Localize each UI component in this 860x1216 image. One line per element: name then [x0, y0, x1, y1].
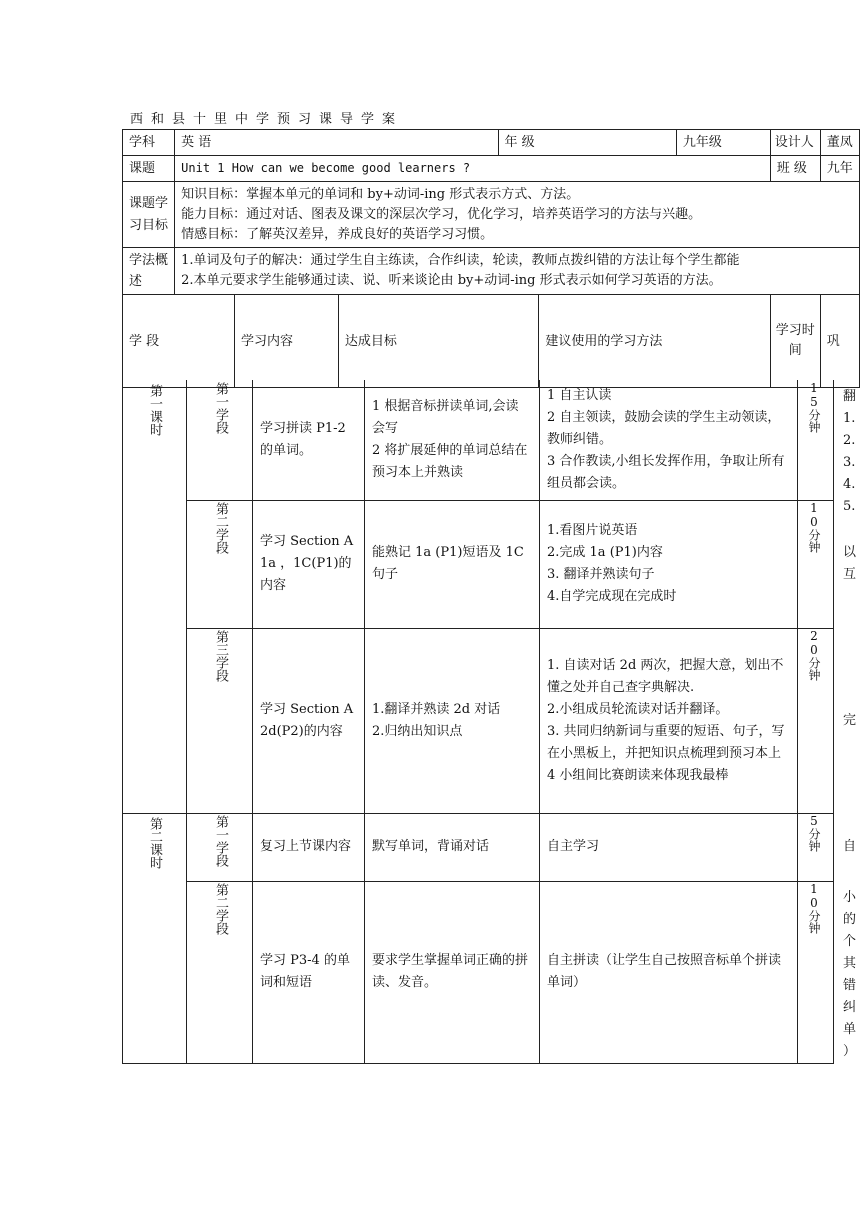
method-line: 自主拼读（让学生自己按照音标单个拼读单词） [547, 953, 782, 990]
method-label: 学法概述 [123, 248, 175, 295]
method-line: 自主学习 [547, 839, 600, 854]
method-line: 2.完成 1a (P1)内容 [547, 545, 663, 560]
method-line: 4.自学完成现在完成时 [547, 589, 677, 604]
method-line-2: 2.本单元要求学生能够通过读、说、听来谈论由 by+动词-ing 形式表示如何学习英语的方法。 [181, 273, 722, 288]
method-line: 1.看图片说英语 [547, 523, 638, 538]
goal-emotion: 情感目标：了解英汉差异，养成良好的英语学习习惯。 [181, 226, 494, 242]
lesson-cell [122, 380, 187, 814]
stage-cell [186, 628, 253, 814]
class-value: 九年 [820, 156, 859, 182]
col-stage: 学 段 [123, 295, 235, 388]
extra-line: 错 [843, 978, 857, 993]
stage-content: 复习上节课内容 [252, 813, 365, 882]
method-line: 1 自主认读 [547, 388, 612, 403]
stage-time: 20分钟 [807, 629, 821, 681]
grade-label: 年 级 [498, 130, 676, 156]
designer-label: 设计人 [770, 130, 820, 156]
stage-methods [539, 813, 798, 882]
extra-line: 其 [843, 956, 857, 971]
stage-methods [539, 500, 798, 629]
lesson-name: 第一课时 [147, 384, 162, 436]
extra-line: 自 [843, 839, 857, 854]
stage-time-cell [797, 813, 834, 882]
grade-value: 九年级 [676, 130, 770, 156]
stage-extra [843, 710, 856, 732]
stage-cell [186, 500, 253, 629]
extra-line: 2. [843, 433, 856, 448]
subject-value: 英 语 [175, 130, 498, 156]
grid-left-border [122, 380, 123, 1063]
method-line: 3. 共同归纳新词与重要的短语、句子，写在小黑板上，并把知识点梳理到预习本上 [547, 723, 785, 761]
stage-content: 学习 Section A 2d(P2)的内容 [252, 628, 365, 814]
method-line: 2.小组成员轮流读对话并翻译。 [547, 701, 729, 717]
stage-content: 学习 P3-4 的单词和短语 [252, 881, 365, 1064]
designer-value: 董凤 [820, 130, 859, 156]
extra-line: 纠 [843, 1000, 857, 1015]
stage-methods [539, 380, 798, 501]
col-method: 建议使用的学习方法 [539, 295, 770, 388]
goal-line: 能熟记 1a (P1)短语及 1C 句子 [372, 545, 524, 582]
goal-line: 要求学生掌握单词正确的拼读、发音。 [372, 953, 529, 990]
stage-cell [186, 380, 253, 501]
stage-time: 10分钟 [807, 501, 821, 553]
stage-goals [364, 380, 540, 501]
method-line: 4 小组间比赛朗读来体现我最棒 [547, 767, 729, 783]
stage-extra [843, 836, 856, 858]
stage-methods [539, 881, 798, 1064]
stage-goals [364, 500, 540, 629]
stage-name: 第二学段 [213, 883, 228, 935]
topic-label: 课题 [123, 156, 175, 182]
goal-ability: 能力目标：通过对话、图表及课文的深层次学习，优化学习，培养英语学习的方法与兴趣。 [181, 206, 702, 222]
stage-content: 学习 Section A 1a ，1C(P1)的内容 [252, 500, 365, 629]
col-content: 学习内容 [234, 295, 338, 388]
stage-name: 第一学段 [213, 382, 228, 434]
stage-time-cell [797, 380, 834, 501]
stage-content: 学习拼读 P1-2 的单词。 [252, 380, 365, 501]
class-label: 班 级 [770, 156, 820, 182]
topic-value: Unit 1 How can we become good learners ? [175, 156, 771, 182]
extra-line: 的 [843, 912, 857, 927]
stage-time: 15分钟 [807, 381, 821, 433]
extra-line: 4. [843, 477, 856, 492]
method-line: 3. 翻译并熟读句子 [547, 567, 655, 582]
extra-line: 翻 [843, 389, 857, 404]
lesson-plan-table [122, 129, 860, 388]
extra-line: 个 [843, 934, 857, 949]
stage-extra [843, 542, 856, 586]
stage-time-cell [797, 881, 834, 1064]
extra-line: ） [843, 1044, 857, 1059]
extra-line: 1. [843, 411, 856, 426]
stage-time-cell [797, 500, 834, 629]
goal-line: 1 根据音标拼读单词,会读会写 [372, 399, 519, 436]
extra-line: 互 [843, 567, 857, 582]
method-line: 3 合作教读,小组长发挥作用，争取让所有组员都会读。 [547, 454, 785, 491]
stage-name: 第三学段 [213, 630, 228, 682]
extra-line: 以 [843, 545, 857, 560]
method-line: 1. 自读对话 2d 两次，把握大意，划出不懂之处并自己查字典解决. [547, 657, 784, 695]
col-last: 巩 [820, 295, 859, 388]
stage-time: 5分钟 [807, 814, 821, 852]
stage-time-cell [797, 628, 834, 814]
goal-line: 2 将扩展延伸的单词总结在预习本上并熟读 [372, 443, 528, 480]
lesson-name: 第二课时 [147, 817, 162, 869]
extra-line: 3. [843, 455, 856, 470]
goal-line: 默写单词，背诵对话 [372, 839, 490, 854]
extra-line: 5. [843, 499, 856, 514]
stage-goals [364, 881, 540, 1064]
lesson-cell [122, 813, 187, 1064]
stage-time: 10分钟 [807, 882, 821, 934]
method-line: 2 自主领读，鼓励会读的学生主动领读，教师纠错。 [547, 410, 781, 447]
grid-right-line [833, 380, 834, 1063]
page-title: 西和县十里中学预习课导学案 [130, 112, 404, 127]
stage-cell [186, 813, 253, 882]
stage-cell [186, 881, 253, 1064]
method-line-1: 1.单词及句子的解决：通过学生自主练读，合作纠读，轮读，教师点拨纠错的方法让每个学生都能 [181, 253, 740, 268]
extra-line: 单 [843, 1022, 857, 1037]
goals-cell [175, 182, 860, 248]
subject-label: 学科 [123, 130, 175, 156]
extra-line: 小 [843, 890, 857, 905]
col-time: 学习时间 [770, 295, 820, 388]
method-cell [175, 248, 860, 295]
stage-extra [843, 887, 856, 1063]
stage-goals [364, 813, 540, 882]
goal-line: 2.归纳出知识点 [372, 723, 463, 739]
col-goal: 达成目标 [338, 295, 538, 388]
goal-line: 1.翻译并熟读 2d 对话 [372, 701, 501, 717]
goals-label: 课题学习目标 [123, 182, 175, 248]
goal-knowledge: 知识目标：掌握本单元的单词和 by+动词-ing 形式表示方式、方法。 [181, 186, 580, 202]
stage-goals [364, 628, 540, 814]
stage-name: 第一学段 [213, 815, 228, 867]
stage-name: 第二学段 [213, 502, 228, 554]
extra-line: 完 [843, 712, 857, 728]
stage-methods [539, 628, 798, 814]
stage-extra [843, 386, 856, 518]
